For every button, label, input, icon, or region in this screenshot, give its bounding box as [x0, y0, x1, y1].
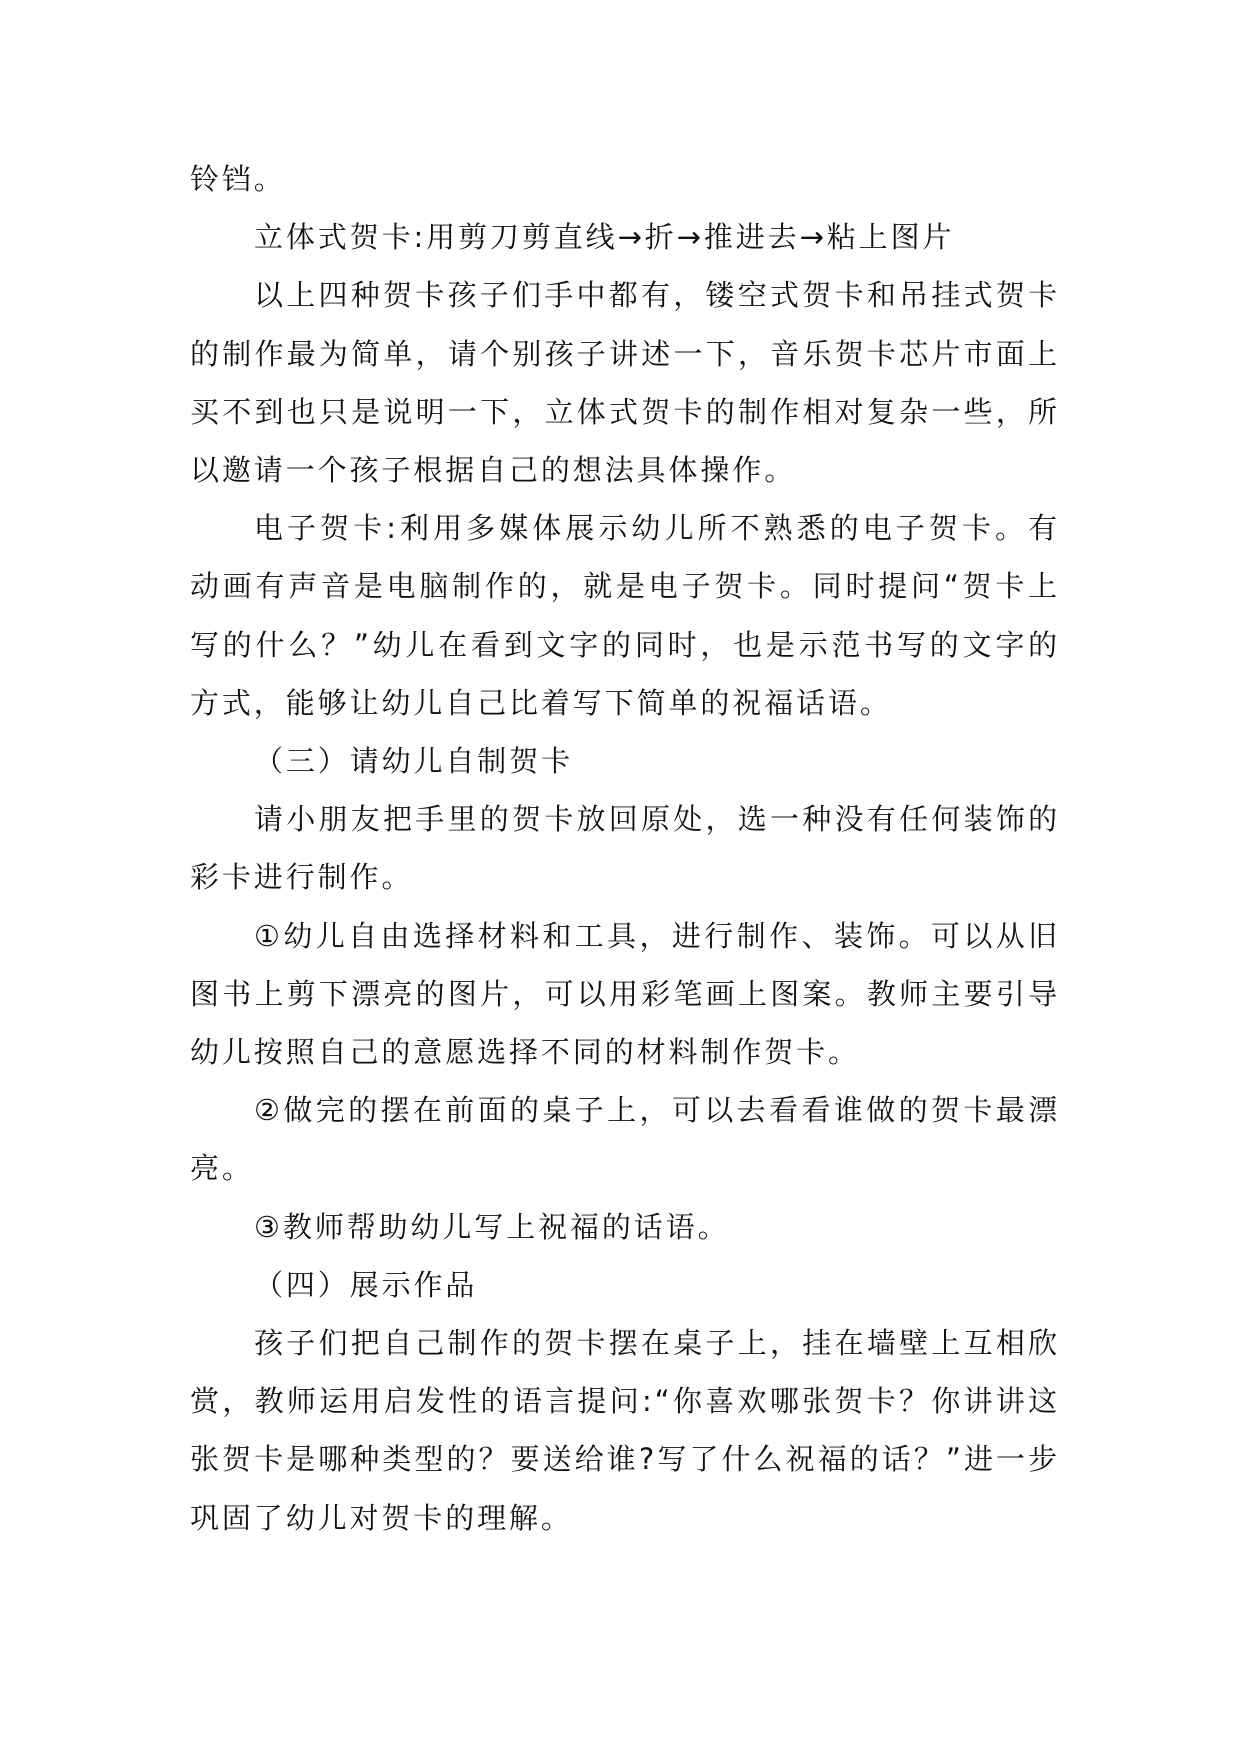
paragraph-display-works: 孩子们把自己制作的贺卡摆在桌子上，挂在墙壁上互相欣赏，教师运用启发性的语言提问:“你喜欢哪张贺卡？你讲讲这张贺卡是哪种类型的？要送给谁?写了什么祝福的话？”进一步巩固了幼儿对贺卡的理解。: [190, 1326, 1060, 1535]
paragraph-step-2: ②做完的摆在前面的桌子上，可以去看看谁做的贺卡最漂亮。: [190, 1093, 1060, 1186]
section-heading-3: （三）请幼儿自制贺卡: [254, 744, 574, 779]
paragraph-step-1: ①幼儿自由选择材料和工具，进行制作、装饰。可以从旧图书上剪下漂亮的图片，可以用彩笔画上图案。教师主要引导幼儿按照自己的意愿选择不同的材料制作贺卡。: [190, 918, 1060, 1070]
paragraph-choose-card: 请小朋友把手里的贺卡放回原处，选一种没有任何装饰的彩卡进行制作。: [190, 802, 1060, 895]
document-body: [190, 150, 1060, 1547]
paragraph-four-card-types: 以上四种贺卡孩子们手中都有，镂空式贺卡和吊挂式贺卡的制作最为简单，请个别孩子讲述一下，音乐贺卡芯片市面上买不到也只是说明一下，立体式贺卡的制作相对复杂一些，所以邀请一个孩子根据自己的想法具体操作。: [190, 278, 1060, 488]
section-heading-4: （四）展示作品: [254, 1267, 478, 1302]
paragraph-step-3: ③教师帮助幼儿写上祝福的话语。: [254, 1209, 730, 1244]
paragraph-3d-card-steps: 立体式贺卡:用剪刀剪直线→折→推进去→粘上图片: [254, 220, 955, 255]
paragraph-electronic-card: 电子贺卡:利用多媒体展示幼儿所不熟悉的电子贺卡。有动画有声音是电脑制作的，就是电子贺卡。同时提问“贺卡上写的什么？”幼儿在看到文字的同时，也是示范书写的文字的方式，能够让幼儿自己比着写下简单的祝福话语。: [190, 511, 1060, 720]
paragraph-continuation: 铃铛。: [190, 162, 286, 196]
